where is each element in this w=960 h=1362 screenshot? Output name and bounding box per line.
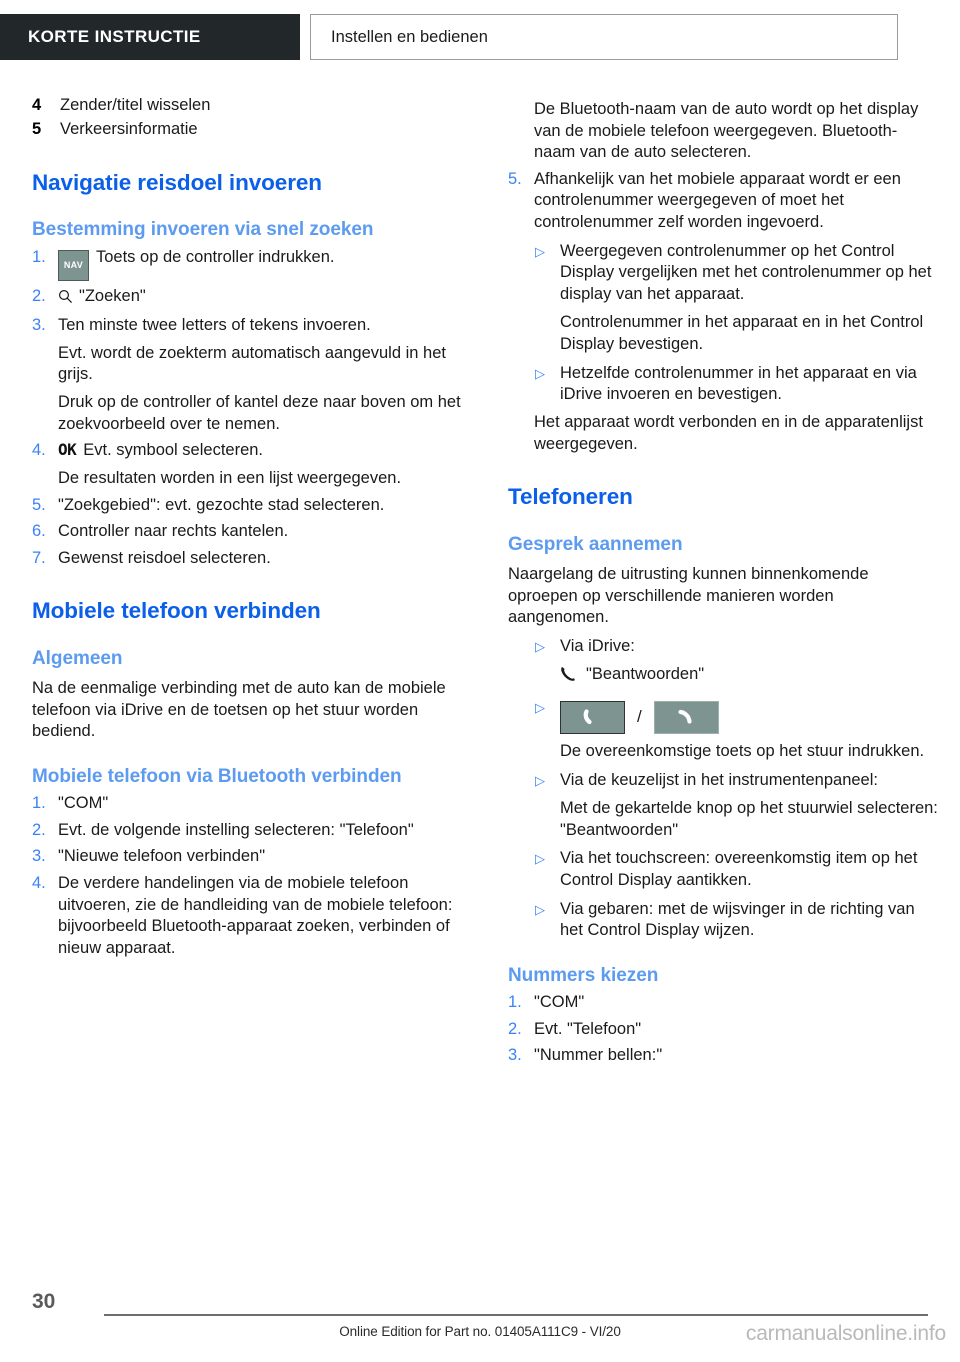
bullet-continuation-text: Controlenummer in het apparaat en in het Control Display bevestigen. [560,313,924,354]
step-continuation-text: Druk op de controller of kantel deze naar boven om het zoekvoorbeeld over te nemen. [58,393,461,433]
reference-text: Verkeersinformatie [60,120,198,139]
step-text: Controller naar rechts kantelen. [58,522,289,541]
header-tab-label: KORTE INSTRUCTIE [28,27,201,46]
list-item [32,119,462,140]
step-number: 4. [32,874,46,893]
list-item [32,286,462,311]
bullet-continuation-text: Met de gekartelde knop op het stuurwiel selecteren: "Beantwoorden" [560,799,938,839]
heading-navigatie-reisdoel-invoeren: Navigatie reisdoel invoeren [32,169,322,195]
step-number: 4. [32,441,46,460]
list-item [32,440,462,462]
step-number: 1. [32,247,46,266]
reference-number: 5 [32,120,42,139]
right-column [508,95,938,1275]
step-text: Afhankelijk van het mobiele apparaat wordt er een controlenummer weergegeven of moet het controlenummer zelf worden ingevoerd. [534,169,901,232]
step-number: 6. [32,522,46,541]
triangle-bullet-icon: ▷ [535,638,545,654]
step-text: Gewenst reisdoel selecteren. [58,548,271,567]
phone-button-separator: / [637,707,642,727]
watermark-text: carmanualsonline.info [745,1322,946,1345]
list-item [32,846,462,868]
step-text: "Nieuwe telefoon verbinden" [58,847,266,866]
list-item [32,247,462,281]
step-text: "Nummer bellen:" [534,1046,663,1065]
search-icon [58,289,73,311]
phone-button-group [560,701,938,734]
step-body [58,440,462,462]
page-columns [0,95,960,1275]
list-item [534,636,938,658]
list-item [534,363,938,406]
step-text: Evt. de volgende instelling selecteren: "Telefoon" [58,820,414,839]
bullet-text: Via de keuzelijst in het instrumentenpaneel: [560,770,878,789]
left-column [32,95,462,1275]
header-section-label: Instellen en bedienen [331,27,488,46]
header-section-box [310,14,898,60]
step-text: "Zoekgebied": evt. gezochte stad selecteren. [58,495,385,514]
step-number: 3. [508,1046,522,1065]
step-body [58,286,462,311]
list-item [534,848,938,891]
triangle-bullet-icon: ▷ [535,699,545,715]
header-tab-korte-instructie [0,14,300,60]
heading-algemeen: Algemeen [32,647,123,669]
list-item [534,241,938,306]
list-item [32,820,462,842]
paragraph-apparaat-verbonden: Het apparaat wordt verbonden en in de apparatenlijst weergegeven. [534,412,923,453]
triangle-bullet-icon: ▷ [535,901,545,917]
paragraph-gesprek-aannemen: Naargelang de uitrusting kunnen binnenkomende oproepen op verschillende manieren worden aangenomen. [508,564,869,627]
list-item [534,899,938,942]
heading-gesprek-aannemen: Gesprek aannemen [508,533,683,555]
bullet-text: "Beantwoorden" [586,665,705,684]
list-item [508,169,938,234]
page-number: 30 [32,1290,56,1313]
step-number: 1. [508,993,522,1012]
list-item [32,793,462,815]
handset-icon [560,666,579,690]
ordered-list-bluetooth [32,793,462,959]
heading-mobiele-telefoon-verbinden: Mobiele telefoon verbinden [32,598,321,624]
step-text: Evt. symbool selecteren. [83,441,264,460]
list-item [508,992,938,1014]
bullet-list-gesprek [534,636,938,942]
footer-edition-text: Online Edition for Part no. 01405A111C9 - VI/20 [339,1324,621,1339]
page-footer [0,1276,960,1362]
triangle-bullet-icon: ▷ [535,243,545,259]
ordered-list-bestemming [32,247,462,570]
step-text: Evt. "Telefoon" [534,1019,642,1038]
step-text: "COM" [534,993,585,1012]
list-item [534,697,938,734]
ok-symbol-icon[interactable]: OK [58,440,77,460]
step-continuation-text: De Bluetooth-naam van de auto wordt op het display van de mobiele telefoon weergegeven. Bluetooth-naam van de auto selecteren. [534,100,919,162]
ordered-list-bluetooth-continued [508,99,938,455]
step-continuation-text: De resultaten worden in een lijst weergegeven. [58,468,402,487]
ordered-list-nummers [508,992,938,1067]
bullet-body [560,697,938,734]
step-text: Toets op de controller indrukken. [96,247,335,266]
paragraph-algemeen: Na de eenmalige verbinding met de auto kan de mobiele telefoon via iDrive en de toetsen op het stuur worden bediend. [32,679,446,741]
page-header [0,14,960,60]
step-number: 2. [32,286,46,305]
heading-bestemming-invoeren: Bestemming invoeren via snel zoeken [32,219,374,241]
bullet-text: Weergegeven controlenummer op het Control Display vergelijken met het controlenummer op het display van het apparaat. [560,241,932,303]
step-text: "Zoeken" [79,286,146,305]
step-text: De verdere handelingen via de mobiele telefoon uitvoeren, zie de handleiding van de mobiele telefoon: bijvoorbeeld Bluetooth-apparaat zoeken, verbinden of nieuw apparaat. [58,874,453,957]
list-item [32,521,462,543]
nested-bullet-list [534,241,938,406]
step-number: 2. [508,1019,522,1038]
step-number: 5. [32,495,46,514]
accept-call-button[interactable] [560,701,625,734]
list-item [534,770,938,792]
step-number: 5. [508,169,522,188]
step-text: "COM" [58,794,109,813]
list-item [32,495,462,517]
list-item [32,95,462,116]
step-number: 3. [32,847,46,866]
list-item [32,548,462,570]
end-call-button[interactable] [654,701,719,734]
step-number: 1. [32,794,46,813]
triangle-bullet-icon: ▷ [535,365,545,381]
reference-number: 4 [32,96,42,114]
triangle-bullet-icon: ▷ [535,851,545,867]
step-number: 3. [32,316,46,335]
bullet-continuation-beantwoorden [560,664,938,690]
bullet-text: Hetzelfde controlenummer in het apparaat en via iDrive invoeren en bevestigen. [560,363,917,404]
bullet-text: Via iDrive: [560,636,635,655]
step-body [58,247,462,281]
heading-nummers-kiezen: Nummers kiezen [508,964,659,986]
heading-telefoneren: Telefoneren [508,484,633,510]
step-continuation-text: Evt. wordt de zoekterm automatisch aangevuld in het grijs. [58,343,446,384]
step-text: Ten minste twee letters of tekens invoeren. [58,316,371,335]
list-item [32,873,462,959]
reference-text: Zender/titel wisselen [60,96,211,114]
list-item [508,1019,938,1041]
step-number: 2. [32,820,46,839]
bullet-continuation-text: De overeenkomstige toets op het stuur indrukken. [560,741,925,760]
step-number: 7. [32,548,46,567]
list-item [508,1045,938,1067]
footer-divider [104,1314,928,1316]
list-item [32,315,462,337]
bullet-text: Via gebaren: met de wijsvinger in de richting van het Control Display wijzen. [560,899,915,940]
triangle-bullet-icon: ▷ [535,772,545,788]
bullet-text: Via het touchscreen: overeenkomstig item op het Control Display aantikken. [560,849,918,889]
heading-mobiele-telefoon-via-bluetooth: Mobiele telefoon via Bluetooth verbinden [32,765,402,787]
nav-key-icon[interactable]: NAV [58,250,89,281]
reference-list [32,95,462,141]
